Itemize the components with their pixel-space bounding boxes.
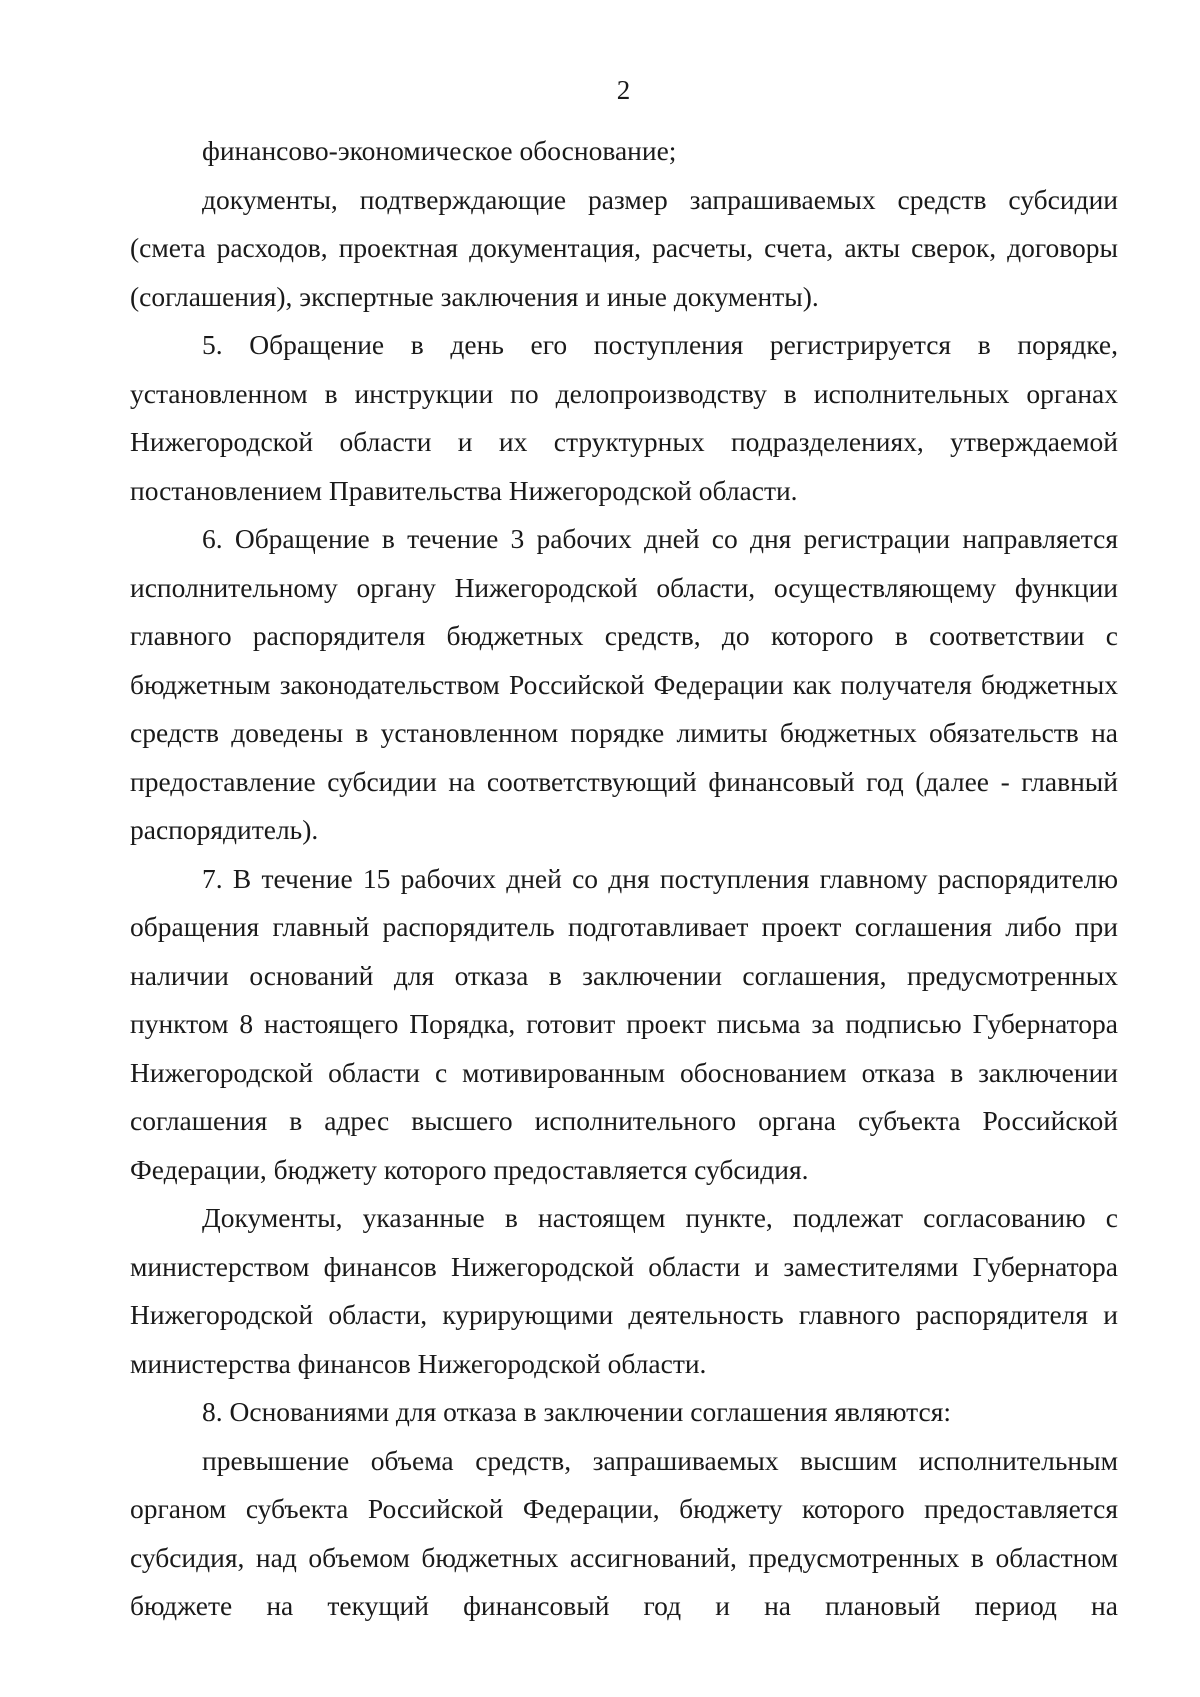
paragraph-financial-justification: финансово-экономическое обоснование; <box>202 135 677 166</box>
paragraph-excess-volume: превышение объема средств, запрашиваемых высшим исполнительным органом субъекта Российской Федерации, бюджету которого предоставляется субсидия, над объемом бюджетных ассигнований, предусмотренных в областном бюджете на текущий финансовый год и на плановый период на <box>130 1444 1118 1621</box>
paragraph-item-6: 6. Обращение в течение 3 рабочих дней со дня регистрации направляется исполнительному органу Нижегородской области, осуществляющему функции главного распорядителя бюджетных средств, до которого в соответствии с бюджетным законодательством Российской Федерации как получателя бюджетных средств доведены в установленном порядке лимиты бюджетных обязательств на предоставление субсидии на соответствующий финансовый год (далее - главный распорядитель). <box>130 523 1118 845</box>
paragraph-item-7: 7. В течение 15 рабочих дней со дня поступления главному распорядителю обращения главный распорядитель подготавливает проект соглашения либо при наличии оснований для отказа в заключении соглашения, предусмотренных пунктом 8 настоящего Порядка, готовит проект письма за подписью Губернатора Нижегородской области с мотивированным обоснованием отказа в заключении соглашения в адрес высшего исполнительного органа субъекта Российской Федерации, бюджету которого предоставляется субсидия. <box>130 862 1118 1185</box>
paragraph-item-8: 8. Основаниями для отказа в заключении соглашения являются: <box>202 1396 952 1427</box>
paragraph-item-5: 5. Обращение в день его поступления регистрируется в порядке, установленном в инструкции по делопроизводству в исполнительных органах Нижегородской области и их структурных подразделениях, утверждаемой постановлением Правительства Нижегородской области. <box>130 329 1118 506</box>
paragraph-supporting-documents: документы, подтверждающие размер запрашиваемых средств субсидии (смета расходов, проектная документация, расчеты, счета, акты сверок, договоры (соглашения), экспертные заключения и иные документы). <box>130 183 1118 312</box>
paragraph-approval-documents: Документы, указанные в настоящем пункте, подлежат согласованию с министерством финансов Нижегородской области и заместителями Губернатора Нижегородской области, курирующими деятельность главного распорядителя и министерства финансов Нижегородской области. <box>130 1202 1118 1379</box>
document-body <box>130 127 1118 1631</box>
page-number: 2 <box>616 75 631 105</box>
